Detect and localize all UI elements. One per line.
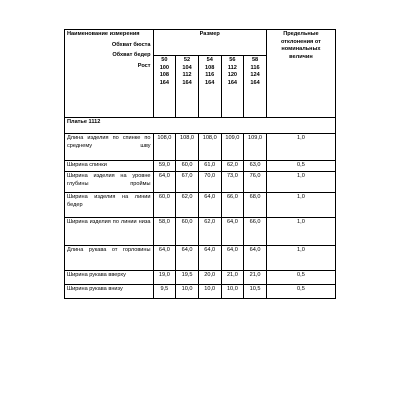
row-label: Длина изделия по спинке по среднему шву xyxy=(65,134,154,161)
cell-value: 109,0 xyxy=(221,134,244,161)
cell-value: 10,5 xyxy=(244,285,267,299)
cell-value: 21,0 xyxy=(244,271,267,285)
cell-value: 61,0 xyxy=(198,161,221,172)
cell-value: 64,0 xyxy=(198,193,221,218)
cell-tolerance: 1,0 xyxy=(266,172,335,193)
header-title: Наименование измерения xyxy=(67,31,140,37)
cell-value: 19,5 xyxy=(176,271,199,285)
cell-value: 63,0 xyxy=(244,161,267,172)
row-label: Ширина изделия по линии низа xyxy=(65,218,154,246)
cell-value: 108,0 xyxy=(198,134,221,161)
cell-value: 10,0 xyxy=(176,285,199,299)
cell-value: 58,0 xyxy=(153,218,176,246)
cell-value: 109,0 xyxy=(244,134,267,161)
table-row xyxy=(65,246,336,271)
cell-value: 20,0 xyxy=(198,271,221,285)
row-label: Ширина спинки xyxy=(65,161,154,172)
table-row xyxy=(65,218,336,246)
cell-tolerance: 1,0 xyxy=(266,193,335,218)
cell-value: 19,0 xyxy=(153,271,176,285)
cell-value: 21,0 xyxy=(221,271,244,285)
size-column-58: 58 116 124 164 xyxy=(244,56,267,118)
cell-value: 108,0 xyxy=(153,134,176,161)
size-column-52: 52 104 112 164 xyxy=(176,56,199,118)
cell-value: 62,0 xyxy=(176,193,199,218)
cell-value: 60,0 xyxy=(176,218,199,246)
cell-value: 64,0 xyxy=(153,246,176,271)
size-column-50: 50 100 108 164 xyxy=(153,56,176,118)
size-column-54: 54 108 116 164 xyxy=(198,56,221,118)
cell-tolerance: 0,5 xyxy=(266,285,335,299)
size-column-56: 56 112 120 164 xyxy=(221,56,244,118)
cell-value: 64,0 xyxy=(153,172,176,193)
header-bust: Обхват бюста xyxy=(111,41,151,48)
cell-value: 73,0 xyxy=(221,172,244,193)
table-row xyxy=(65,134,336,161)
cell-tolerance: 0,5 xyxy=(266,271,335,285)
cell-value: 64,0 xyxy=(221,218,244,246)
table-row xyxy=(65,172,336,193)
cell-tolerance: 1,0 xyxy=(266,134,335,161)
cell-value: 10,0 xyxy=(198,285,221,299)
cell-value: 62,0 xyxy=(221,161,244,172)
table-row xyxy=(65,285,336,299)
cell-value: 76,0 xyxy=(244,172,267,193)
header-measurement-cell xyxy=(65,30,154,118)
row-label: Ширина рукава внизу xyxy=(65,285,154,299)
cell-value: 66,0 xyxy=(221,193,244,218)
tolerance-header: Предельные отклонения от номинальных величин xyxy=(266,30,335,118)
cell-value: 64,0 xyxy=(198,246,221,271)
cell-value: 9,5 xyxy=(153,285,176,299)
cell-value: 60,0 xyxy=(153,193,176,218)
cell-value: 60,0 xyxy=(176,161,199,172)
cell-value: 64,0 xyxy=(221,246,244,271)
cell-tolerance: 1,0 xyxy=(266,218,335,246)
table-row xyxy=(65,161,336,172)
header-height: Рост xyxy=(137,62,151,69)
cell-value: 64,0 xyxy=(244,246,267,271)
measurement-table xyxy=(64,29,336,299)
cell-value: 70,0 xyxy=(198,172,221,193)
cell-tolerance: 0,5 xyxy=(266,161,335,172)
header-hips: Обхват бедер xyxy=(112,52,151,59)
cell-value: 64,0 xyxy=(176,246,199,271)
cell-value: 62,0 xyxy=(198,218,221,246)
row-label: Длина рукава от горловины xyxy=(65,246,154,271)
table-row xyxy=(65,193,336,218)
row-label: Ширина рукава вверху xyxy=(65,271,154,285)
cell-value: 66,0 xyxy=(244,218,267,246)
cell-value: 108,0 xyxy=(176,134,199,161)
table-row xyxy=(65,271,336,285)
cell-value: 59,0 xyxy=(153,161,176,172)
cell-tolerance: 1,0 xyxy=(266,246,335,271)
cell-value: 68,0 xyxy=(244,193,267,218)
row-label: Ширина изделия на линии бедер xyxy=(65,193,154,218)
size-header: Размер xyxy=(153,30,266,56)
cell-value: 10,0 xyxy=(221,285,244,299)
cell-value: 67,0 xyxy=(176,172,199,193)
section-title: Платье 1112 xyxy=(65,118,336,134)
row-label: Ширина изделия на уровне глубины проймы xyxy=(65,172,154,193)
